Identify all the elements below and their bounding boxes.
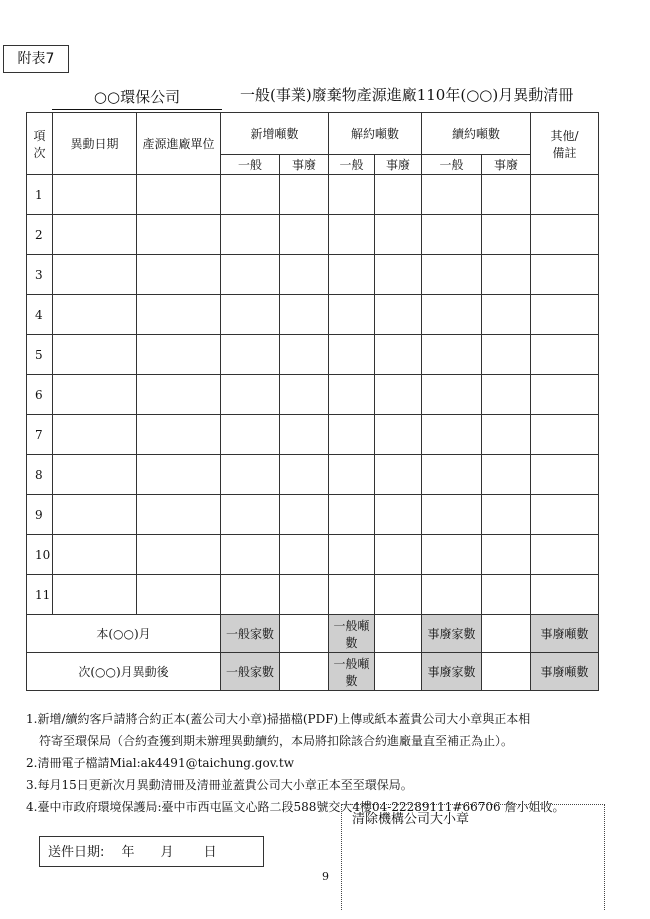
stamp-label: 清除機構公司大小章 [352, 812, 470, 827]
table-cell [422, 535, 482, 575]
table-cell [221, 575, 280, 615]
table-cell [531, 535, 599, 575]
table-cell [422, 215, 482, 255]
table-cell [280, 495, 329, 535]
table-cell [422, 575, 482, 615]
table-cell [221, 535, 280, 575]
table-cell [482, 375, 531, 415]
table-cell [137, 295, 221, 335]
table-cell [329, 575, 375, 615]
note-line: 2.清冊電子檔請Mial:ak4491@taichung.gov.tw [26, 756, 294, 770]
table-cell [280, 335, 329, 375]
table-cell [482, 495, 531, 535]
table-cell [482, 175, 531, 215]
table-cell [221, 415, 280, 455]
table-cell [422, 175, 482, 215]
table-cell [482, 295, 531, 335]
table-row [27, 375, 599, 415]
col-index-header: 項 次 [27, 113, 53, 175]
table-cell [221, 335, 280, 375]
table-cell [482, 215, 531, 255]
table-cell [531, 215, 599, 255]
table-cell [53, 175, 137, 215]
table-cell [221, 455, 280, 495]
table-cell [329, 535, 375, 575]
col-change-date-header: 異動日期 [53, 113, 137, 175]
table-cell [531, 575, 599, 615]
table-cell [280, 415, 329, 455]
sub-business-renew: 事廢 [482, 155, 531, 175]
table-cell [375, 575, 422, 615]
table-row [27, 415, 599, 455]
table-cell [53, 535, 137, 575]
table-row [27, 215, 599, 255]
table-row [27, 495, 599, 535]
change-list-table [26, 112, 599, 691]
table-cell [375, 375, 422, 415]
table-cell [137, 335, 221, 375]
table-cell [280, 455, 329, 495]
business-count-cell: 事廢家數 [422, 615, 482, 653]
summary-row-current [27, 615, 599, 653]
sub-business-new: 事廢 [280, 155, 329, 175]
table-cell [53, 495, 137, 535]
summary-row-next [27, 653, 599, 691]
row-number: 3 [27, 255, 53, 295]
table-cell [280, 535, 329, 575]
table-cell [329, 215, 375, 255]
sub-general-renew: 一般 [422, 155, 482, 175]
business-tons-cell: 事廢噸數 [531, 653, 599, 691]
table-cell [375, 335, 422, 375]
col-other-header: 其他/ 備註 [531, 113, 599, 175]
table-cell [329, 255, 375, 295]
table-cell [137, 495, 221, 535]
table-cell [375, 175, 422, 215]
row-number: 10 [27, 535, 53, 575]
general-tons-cell: 一般噸數 [329, 653, 375, 691]
table-cell [422, 415, 482, 455]
table-cell [137, 175, 221, 215]
table-cell [137, 575, 221, 615]
table-cell [221, 295, 280, 335]
sub-business-cancel: 事廢 [375, 155, 422, 175]
table-cell [137, 375, 221, 415]
general-count-cell: 一般家數 [221, 615, 280, 653]
notes [26, 708, 626, 818]
row-number: 2 [27, 215, 53, 255]
note-line: 4.臺中市政府環境保護局:臺中市西屯區文心路二段588號交大4樓04-22289111#66706 詹小姐收。 [26, 800, 565, 814]
table-cell [329, 415, 375, 455]
table-cell [221, 375, 280, 415]
table-cell [280, 295, 329, 335]
row-number: 1 [27, 175, 53, 215]
table-row [27, 535, 599, 575]
table-cell [375, 295, 422, 335]
row-number: 9 [27, 495, 53, 535]
header [28, 83, 628, 109]
table-cell [375, 255, 422, 295]
table-cell [53, 295, 137, 335]
table-cell [531, 415, 599, 455]
sub-general-new: 一般 [221, 155, 280, 175]
summary-label: 次(○○)月異動後 [27, 653, 221, 691]
table-cell [531, 175, 599, 215]
table-cell [422, 375, 482, 415]
table-cell [531, 375, 599, 415]
table-row [27, 175, 599, 215]
table-cell [280, 175, 329, 215]
table-cell [280, 375, 329, 415]
group-new-header: 新增噸數 [221, 113, 329, 155]
table-cell [531, 495, 599, 535]
table-cell [221, 175, 280, 215]
note-line: 1.新增/續約客戶請將合約正本(蓋公司大小章)掃描檔(PDF)上傳或紙本蓋貴公司大小章與正本相 [26, 712, 531, 726]
table-cell [329, 335, 375, 375]
table-cell [280, 215, 329, 255]
table-cell [375, 215, 422, 255]
note-line: 3.每月15日更新次月異動清冊及清冊並蓋貴公司大小章正本至至環保局。 [26, 778, 413, 792]
table-cell [53, 575, 137, 615]
general-count-cell: 一般家數 [221, 653, 280, 691]
table-cell [329, 455, 375, 495]
table-cell [53, 455, 137, 495]
row-number: 5 [27, 335, 53, 375]
table-cell [375, 415, 422, 455]
group-cancel-header: 解約噸數 [329, 113, 422, 155]
table-cell [329, 175, 375, 215]
business-count-cell: 事廢家數 [422, 653, 482, 691]
table-cell [329, 375, 375, 415]
table-cell [329, 295, 375, 335]
table-cell [482, 535, 531, 575]
table-row [27, 575, 599, 615]
summary-label: 本(○○)月 [27, 615, 221, 653]
table-cell [375, 455, 422, 495]
table-cell [531, 255, 599, 295]
col-source-unit-header: 產源進廠單位 [137, 113, 221, 175]
table-cell [137, 535, 221, 575]
company-name: ○○環保公司 [52, 86, 222, 110]
table-cell [422, 255, 482, 295]
table-cell [53, 335, 137, 375]
general-tons-cell: 一般噸數 [329, 615, 375, 653]
table-cell [482, 415, 531, 455]
note-line: 符寄至環保局（合約查獲到期未辦理異動續約，本局將扣除該合約進廠量直至補正為止）。 [39, 734, 514, 748]
table-cell [137, 215, 221, 255]
row-number: 7 [27, 415, 53, 455]
table-cell [137, 255, 221, 295]
table-cell [375, 535, 422, 575]
send-date-field: 送件日期: 年 月 日 [39, 836, 264, 867]
business-tons-cell: 事廢噸數 [531, 615, 599, 653]
table-cell [482, 335, 531, 375]
table-cell [53, 215, 137, 255]
table-cell [422, 495, 482, 535]
table-cell [53, 375, 137, 415]
table-row [27, 455, 599, 495]
table-row [27, 335, 599, 375]
table-cell [53, 415, 137, 455]
table-cell [375, 495, 422, 535]
table-cell [137, 455, 221, 495]
table-cell [422, 295, 482, 335]
table-cell [280, 255, 329, 295]
form-title: 一般(事業)廢棄物產源進廠110年(○○)月異動清冊 [240, 86, 574, 104]
page-number: 9 [322, 870, 329, 883]
table-cell [482, 255, 531, 295]
table-cell [329, 495, 375, 535]
table-cell [531, 295, 599, 335]
table-cell [221, 255, 280, 295]
row-number: 4 [27, 295, 53, 335]
table-cell [53, 255, 137, 295]
table-cell [280, 575, 329, 615]
attachment-label: 附表7 [3, 45, 69, 73]
table-cell [531, 335, 599, 375]
table-cell [221, 215, 280, 255]
table-cell [482, 455, 531, 495]
group-renew-header: 續約噸數 [422, 113, 531, 155]
table-cell [482, 575, 531, 615]
table-cell [531, 455, 599, 495]
table-cell [422, 335, 482, 375]
sub-general-cancel: 一般 [329, 155, 375, 175]
table-cell [137, 415, 221, 455]
row-number: 11 [27, 575, 53, 615]
table-cell [422, 455, 482, 495]
stamp-box [341, 804, 605, 910]
table-cell [221, 495, 280, 535]
row-number: 6 [27, 375, 53, 415]
row-number: 8 [27, 455, 53, 495]
table-row [27, 255, 599, 295]
table-row [27, 295, 599, 335]
